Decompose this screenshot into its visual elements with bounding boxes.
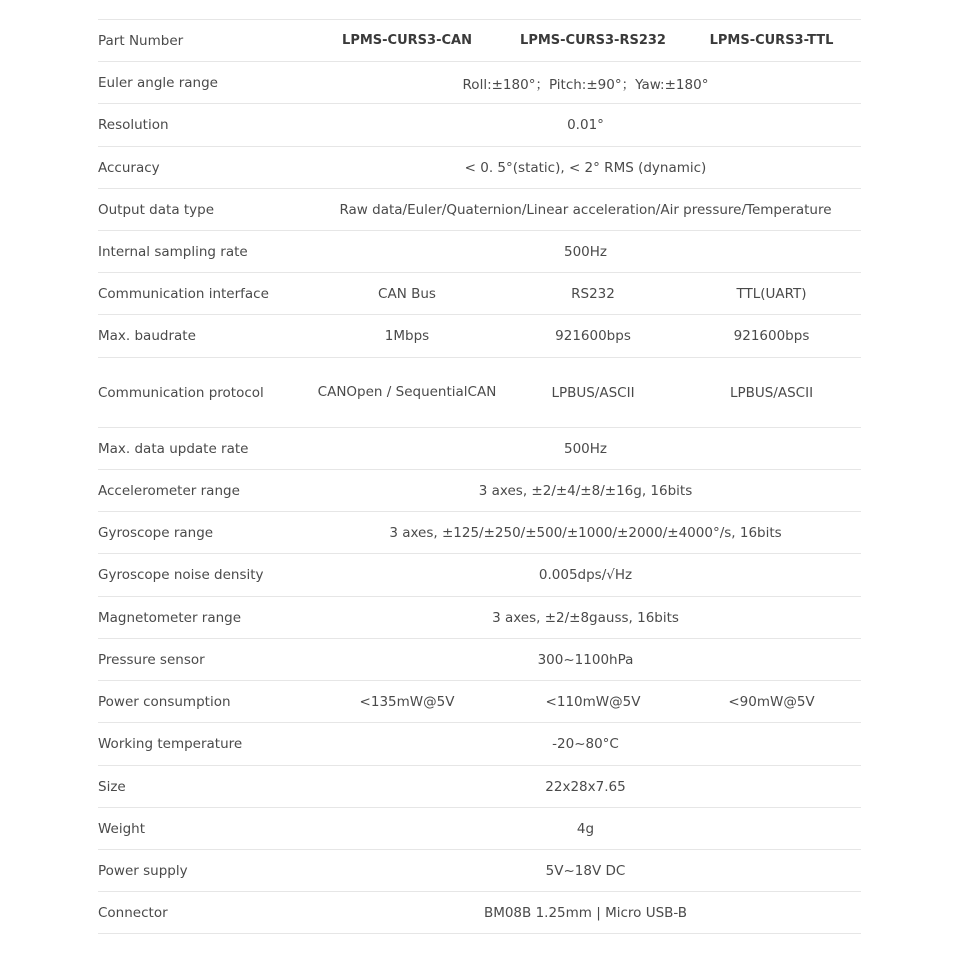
spec-label: Connector xyxy=(98,892,310,934)
spec-value: BM08B 1.25mm | Micro USB-B xyxy=(310,892,861,934)
spec-row xyxy=(98,554,861,597)
spec-row xyxy=(98,147,861,189)
spec-value: Roll:±180°；Pitch:±90°；Yaw:±180° xyxy=(310,62,861,104)
spec-row xyxy=(98,358,861,428)
spec-label: Euler angle range xyxy=(98,62,310,104)
spec-table xyxy=(98,19,861,934)
spec-label: Gyroscope range xyxy=(98,512,310,554)
spec-row xyxy=(98,273,861,315)
model-name: LPMS-CURS3-CAN xyxy=(310,20,504,62)
spec-table-container xyxy=(98,19,861,934)
spec-row xyxy=(98,470,861,512)
spec-value: <110mW@5V xyxy=(504,681,682,723)
model-name: LPMS-CURS3-RS232 xyxy=(504,20,682,62)
spec-label: Output data type xyxy=(98,189,310,231)
spec-value: Raw data/Euler/Quaternion/Linear acceleration/Air pressure/Temperature xyxy=(310,189,861,231)
spec-value: CAN Bus xyxy=(310,273,504,315)
spec-value: 3 axes, ±2/±4/±8/±16g, 16bits xyxy=(310,470,861,512)
spec-row xyxy=(98,766,861,808)
spec-label: Gyroscope noise density xyxy=(98,554,310,597)
model-name: LPMS-CURS3-TTL xyxy=(682,20,861,62)
spec-row xyxy=(98,723,861,766)
spec-value: 500Hz xyxy=(310,428,861,470)
spec-row xyxy=(98,892,861,934)
spec-label: Size xyxy=(98,766,310,808)
spec-label: Accuracy xyxy=(98,147,310,189)
spec-header-row xyxy=(98,20,861,62)
spec-label: Working temperature xyxy=(98,723,310,766)
spec-value: TTL(UART) xyxy=(682,273,861,315)
spec-value: 1Mbps xyxy=(310,315,504,358)
spec-label: Power consumption xyxy=(98,681,310,723)
spec-row xyxy=(98,808,861,850)
spec-value: 921600bps xyxy=(682,315,861,358)
spec-label: Part Number xyxy=(98,20,310,62)
spec-value: 0.005dps/√Hz xyxy=(310,554,861,597)
spec-label: Resolution xyxy=(98,104,310,147)
spec-value: 921600bps xyxy=(504,315,682,358)
spec-value: <135mW@5V xyxy=(310,681,504,723)
spec-value: 300~1100hPa xyxy=(310,639,861,681)
spec-value: 500Hz xyxy=(310,231,861,273)
spec-row xyxy=(98,428,861,470)
spec-value: 22x28x7.65 xyxy=(310,766,861,808)
spec-value: 3 axes, ±125/±250/±500/±1000/±2000/±4000°/s, 16bits xyxy=(310,512,861,554)
spec-row xyxy=(98,189,861,231)
spec-value: CANOpen / SequentialCAN xyxy=(310,358,504,428)
spec-label: Max. baudrate xyxy=(98,315,310,358)
spec-value: LPBUS/ASCII xyxy=(682,358,861,428)
spec-value: -20~80°C xyxy=(310,723,861,766)
spec-label: Pressure sensor xyxy=(98,639,310,681)
spec-row xyxy=(98,850,861,892)
spec-row xyxy=(98,597,861,639)
spec-row xyxy=(98,681,861,723)
spec-row xyxy=(98,62,861,104)
spec-label: Internal sampling rate xyxy=(98,231,310,273)
spec-value: 4g xyxy=(310,808,861,850)
spec-label: Weight xyxy=(98,808,310,850)
spec-row xyxy=(98,639,861,681)
spec-label: Magnetometer range xyxy=(98,597,310,639)
spec-value: < 0. 5°(static), < 2° RMS (dynamic) xyxy=(310,147,861,189)
spec-row xyxy=(98,315,861,358)
spec-label: Power supply xyxy=(98,850,310,892)
spec-value: 3 axes, ±2/±8gauss, 16bits xyxy=(310,597,861,639)
spec-label: Communication interface xyxy=(98,273,310,315)
spec-row xyxy=(98,512,861,554)
spec-label: Communication protocol xyxy=(98,358,310,428)
spec-label: Max. data update rate xyxy=(98,428,310,470)
spec-value: RS232 xyxy=(504,273,682,315)
spec-row xyxy=(98,104,861,147)
spec-label: Accelerometer range xyxy=(98,470,310,512)
spec-value: 0.01° xyxy=(310,104,861,147)
spec-value: LPBUS/ASCII xyxy=(504,358,682,428)
spec-row xyxy=(98,231,861,273)
spec-value: 5V~18V DC xyxy=(310,850,861,892)
spec-value: <90mW@5V xyxy=(682,681,861,723)
